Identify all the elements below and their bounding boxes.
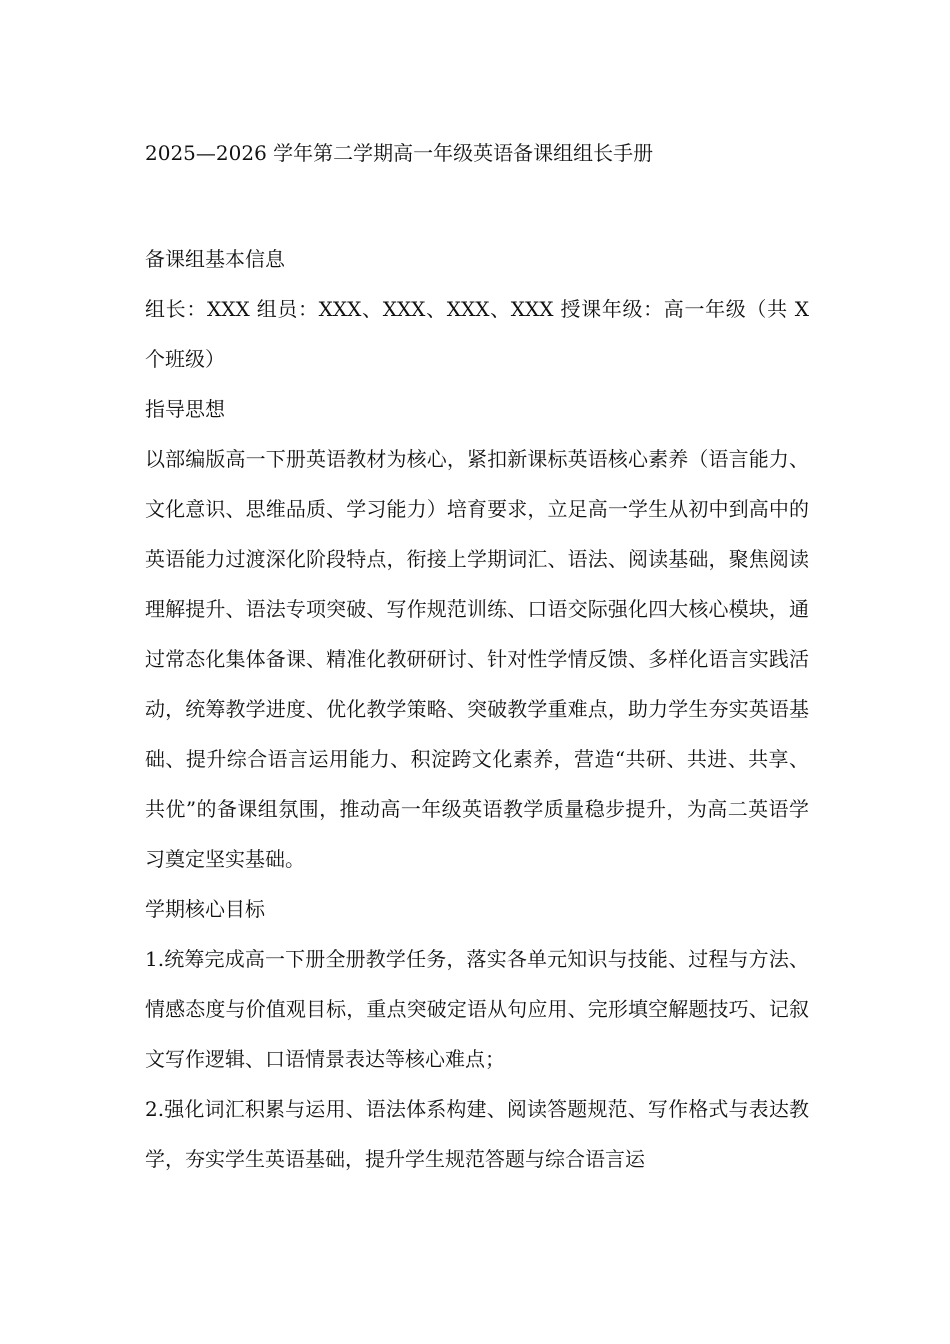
guiding-ideology-paragraph: 以部编版高一下册英语教材为核心，紧扣新课标英语核心素养（语言能力、文化意识、思维品质、学习能力）培育要求，立足高一学生从初中到高中的英语能力过渡深化阶段特点，衔接上学期词汇、语法、阅读基础，聚焦阅读理解提升、语法专项突破、写作规范训练、口语交际强化四大核心模块，通过常态化集体备课、精准化教研研讨、针对性学情反馈、多样化语言实践活动，统筹教学进度、优化教学策略、突破教学重难点，助力学生夯实英语基础、提升综合语言运用能力、积淀跨文化素养，营造“共研、共进、共享、共优”的备课组氛围，推动高一年级英语教学质量稳步提升，为高二英语学习奠定坚实基础。 <box>145 447 809 871</box>
core-goal-item-2: 2.强化词汇积累与运用、语法体系构建、阅读答题规范、写作格式与表达教学，夯实学生英语基础，提升学生规范答题与综合语言运 <box>145 1097 809 1171</box>
core-goal-item-1: 1.统筹完成高一下册全册教学任务，落实各单元知识与技能、过程与方法、情感态度与价值观目标，重点突破定语从句应用、完形填空解题技巧、记叙文写作逻辑、口语情景表达等核心难点； <box>145 947 809 1071</box>
document-title: 2025—2026 学年第二学期高一年级英语备课组组长手册 <box>145 141 654 165</box>
basic-info-paragraph: 组长：XXX 组员：XXX、XXX、XXX、XXX 授课年级：高一年级（共 X 个班级） <box>145 297 809 371</box>
document-body <box>145 128 809 1184</box>
section-heading-guiding-ideology: 指导思想 <box>145 397 225 421</box>
section-heading-basic-info: 备课组基本信息 <box>145 247 285 271</box>
section-heading-core-goals: 学期核心目标 <box>145 897 265 921</box>
